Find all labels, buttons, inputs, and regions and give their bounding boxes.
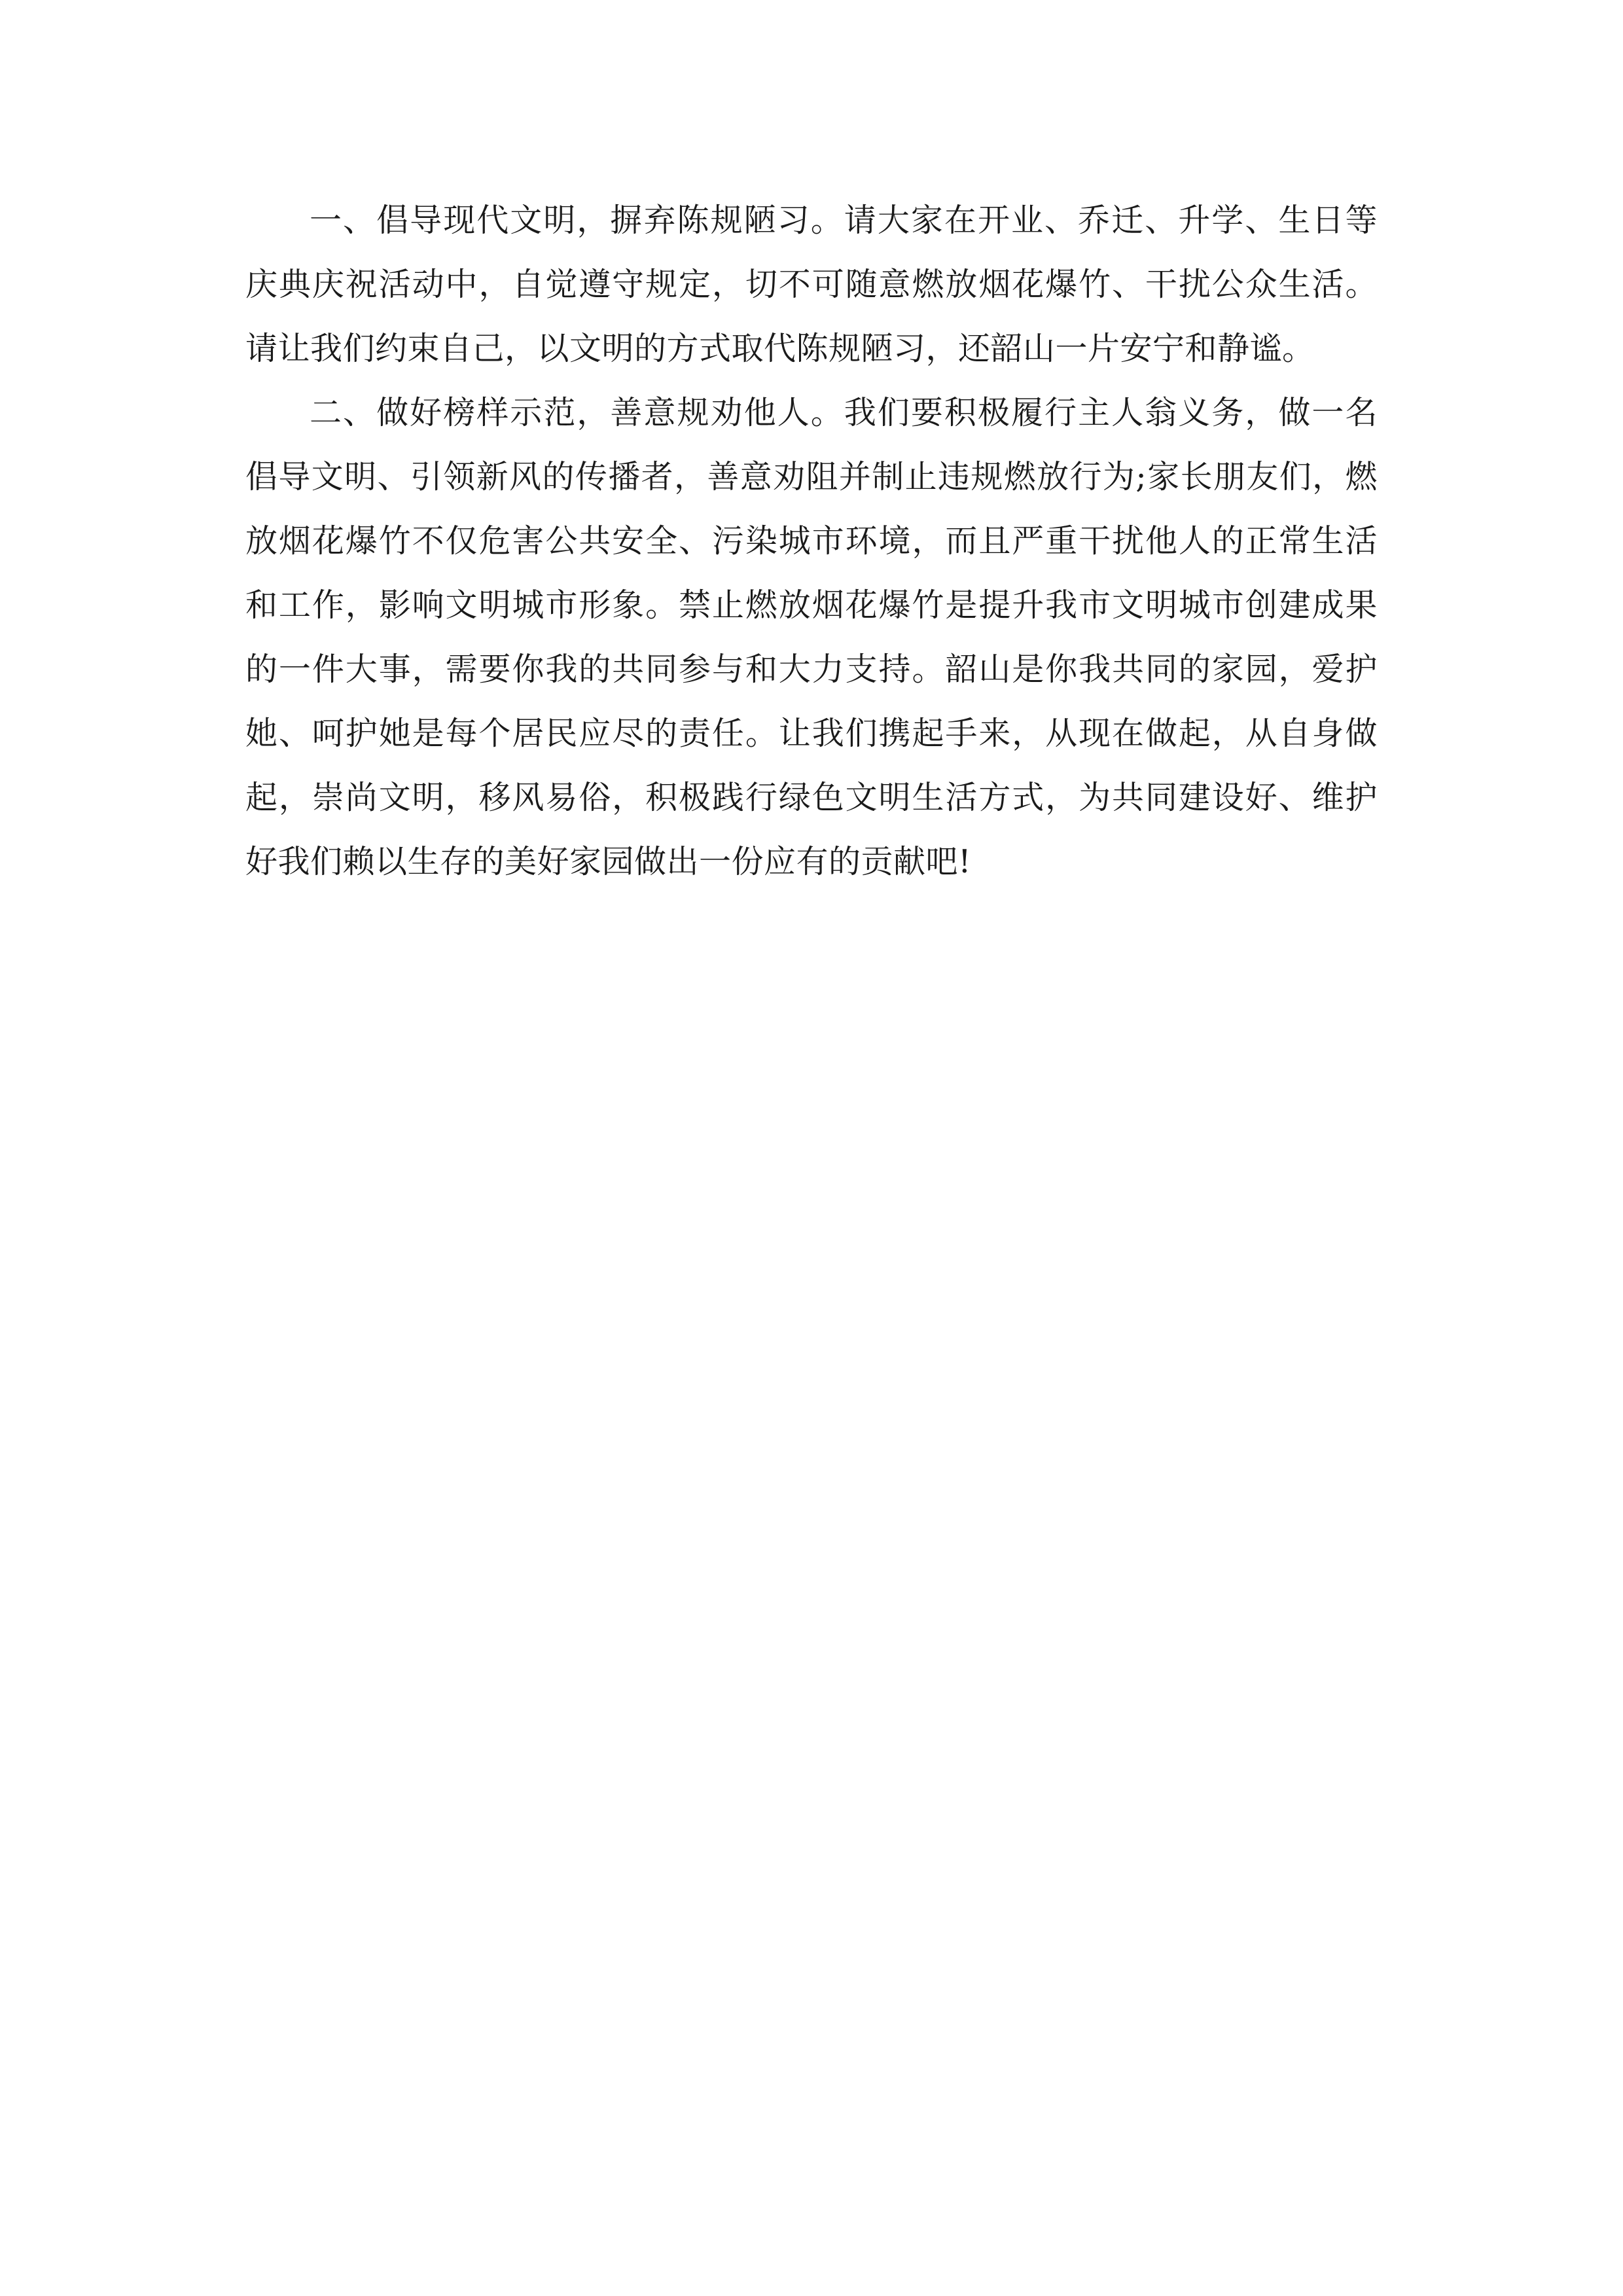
paragraph-set-example: 二、做好榜样示范，善意规劝他人。我们要积极履行主人翁义务，做一名倡导文明、引领新风的传播者，善意劝阻并制止违规燃放行为;家长朋友们，燃放烟花爆竹不仅危害公共安全、污染城市环境，而且严重干扰他人的正常生活和工作，影响文明城市形象。禁止燃放烟花爆竹是提升我市文明城市创建成果的一件大事，需要你我的共同参与和大力支持。韶山是你我共同的家园，爱护她、呵护她是每个居民应尽的责任。让我们携起手来，从现在做起，从自身做起，崇尚文明，移风易俗，积极践行绿色文明生活方式，为共同建设好、维护好我们赖以生存的美好家园做出一份应有的贡献吧!: [245, 394, 1378, 880]
document-body: [245, 188, 1378, 894]
paragraph-advocate-civilization: 一、倡导现代文明，摒弃陈规陋习。请大家在开业、乔迁、升学、生日等庆典庆祝活动中，自觉遵守规定，切不可随意燃放烟花爆竹、干扰公众生活。请让我们约束自己，以文明的方式取代陈规陋习，还韶山一片安宁和静谧。: [245, 202, 1378, 367]
